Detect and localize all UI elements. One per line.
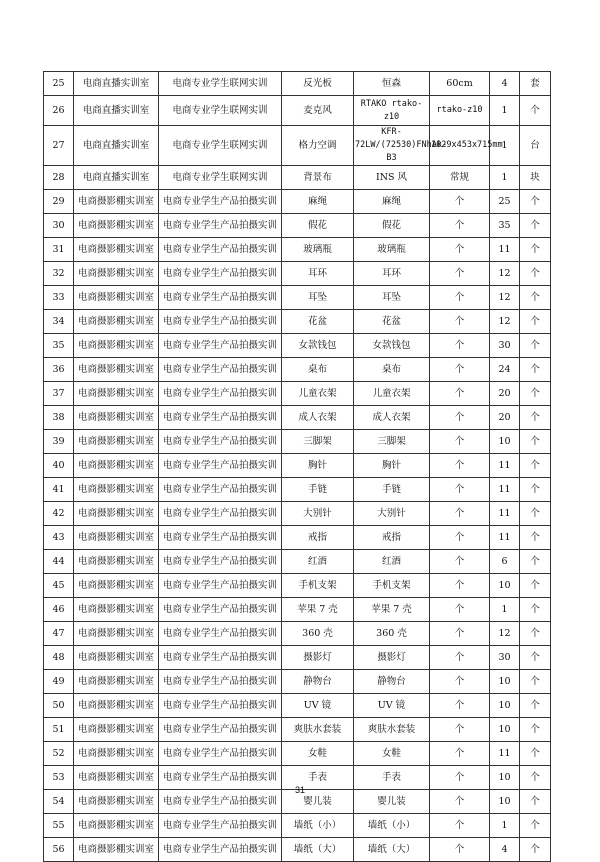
- cell-course: 电商专业学生产品拍摄实训: [159, 646, 282, 670]
- cell-course: 电商专业学生产品拍摄实训: [159, 598, 282, 622]
- cell-index: 35: [44, 334, 74, 358]
- cell-lab-room: 电商直播实训室: [74, 166, 159, 190]
- cell-course: 电商专业学生产品拍摄实训: [159, 718, 282, 742]
- cell-course: 电商专业学生联网实训: [159, 126, 282, 166]
- cell-index: 48: [44, 646, 74, 670]
- cell-unit: 个: [520, 790, 551, 814]
- cell-item-name: 静物台: [282, 670, 354, 694]
- cell-course: 电商专业学生产品拍摄实训: [159, 454, 282, 478]
- table-row: [44, 550, 551, 574]
- cell-unit: 个: [520, 334, 551, 358]
- cell-index: 50: [44, 694, 74, 718]
- cell-index: 39: [44, 430, 74, 454]
- cell-course: 电商专业学生产品拍摄实训: [159, 742, 282, 766]
- cell-index: 42: [44, 502, 74, 526]
- cell-quantity: 10: [490, 670, 520, 694]
- cell-index: 47: [44, 622, 74, 646]
- cell-course: 电商专业学生产品拍摄实训: [159, 670, 282, 694]
- cell-spec: 个: [430, 358, 490, 382]
- cell-item-name: UV 镜: [282, 694, 354, 718]
- cell-lab-room: 电商摄影棚实训室: [74, 574, 159, 598]
- table-row: [44, 190, 551, 214]
- cell-brand-model: UV 镜: [354, 694, 430, 718]
- cell-unit: 个: [520, 598, 551, 622]
- cell-unit: 个: [520, 694, 551, 718]
- cell-spec: 个: [430, 598, 490, 622]
- cell-lab-room: 电商摄影棚实训室: [74, 310, 159, 334]
- cell-brand-model: 成人衣架: [354, 406, 430, 430]
- cell-spec: 个: [430, 190, 490, 214]
- cell-index: 55: [44, 814, 74, 838]
- cell-unit: 块: [520, 166, 551, 190]
- cell-item-name: 墙纸（小）: [282, 814, 354, 838]
- table-row: [44, 126, 551, 166]
- cell-index: 27: [44, 126, 74, 166]
- cell-brand-model: KFR-72LW/(72530)FNhAk-B3: [354, 126, 430, 166]
- table-row: [44, 718, 551, 742]
- cell-brand-model: 耳坠: [354, 286, 430, 310]
- table-row: [44, 334, 551, 358]
- cell-brand-model: 三脚架: [354, 430, 430, 454]
- page-number: 31: [294, 785, 305, 795]
- cell-index: 38: [44, 406, 74, 430]
- cell-quantity: 12: [490, 286, 520, 310]
- cell-spec: 个: [430, 310, 490, 334]
- cell-course: 电商专业学生产品拍摄实训: [159, 382, 282, 406]
- cell-course: 电商专业学生产品拍摄实训: [159, 334, 282, 358]
- cell-unit: 个: [520, 478, 551, 502]
- table-row: [44, 454, 551, 478]
- cell-brand-model: 静物台: [354, 670, 430, 694]
- cell-lab-room: 电商摄影棚实训室: [74, 334, 159, 358]
- cell-lab-room: 电商摄影棚实训室: [74, 718, 159, 742]
- cell-lab-room: 电商直播实训室: [74, 72, 159, 96]
- cell-lab-room: 电商摄影棚实训室: [74, 814, 159, 838]
- cell-unit: 个: [520, 382, 551, 406]
- cell-item-name: 苹果 7 壳: [282, 598, 354, 622]
- table-row: [44, 214, 551, 238]
- cell-index: 29: [44, 190, 74, 214]
- cell-quantity: 1: [490, 814, 520, 838]
- cell-item-name: 儿童衣架: [282, 382, 354, 406]
- cell-item-name: 手表: [282, 766, 354, 790]
- cell-quantity: 11: [490, 238, 520, 262]
- table-row: [44, 382, 551, 406]
- cell-brand-model: 花盆: [354, 310, 430, 334]
- cell-course: 电商专业学生产品拍摄实训: [159, 526, 282, 550]
- cell-unit: 个: [520, 838, 551, 862]
- cell-spec: 个: [430, 262, 490, 286]
- cell-course: 电商专业学生联网实训: [159, 96, 282, 126]
- cell-unit: 个: [520, 358, 551, 382]
- cell-quantity: 4: [490, 838, 520, 862]
- cell-spec: 个: [430, 382, 490, 406]
- cell-item-name: 玻璃瓶: [282, 238, 354, 262]
- cell-index: 49: [44, 670, 74, 694]
- cell-index: 25: [44, 72, 74, 96]
- cell-brand-model: 儿童衣架: [354, 382, 430, 406]
- cell-brand-model: 假花: [354, 214, 430, 238]
- cell-course: 电商专业学生产品拍摄实训: [159, 310, 282, 334]
- cell-unit: 个: [520, 670, 551, 694]
- cell-spec: 个: [430, 406, 490, 430]
- cell-quantity: 10: [490, 694, 520, 718]
- cell-lab-room: 电商摄影棚实训室: [74, 286, 159, 310]
- cell-brand-model: RTAKO rtako-z10: [354, 96, 430, 126]
- cell-course: 电商专业学生产品拍摄实训: [159, 430, 282, 454]
- cell-brand-model: 手机支架: [354, 574, 430, 598]
- cell-course: 电商专业学生产品拍摄实训: [159, 214, 282, 238]
- cell-unit: 个: [520, 262, 551, 286]
- cell-quantity: 30: [490, 646, 520, 670]
- cell-brand-model: 墙纸（大）: [354, 838, 430, 862]
- cell-brand-model: 爽肤水套装: [354, 718, 430, 742]
- cell-spec: 1029x453x715mm: [430, 126, 490, 166]
- cell-item-name: 耳环: [282, 262, 354, 286]
- cell-spec: 个: [430, 790, 490, 814]
- cell-unit: 个: [520, 622, 551, 646]
- cell-quantity: 1: [490, 166, 520, 190]
- cell-lab-room: 电商摄影棚实训室: [74, 526, 159, 550]
- cell-brand-model: 大别针: [354, 502, 430, 526]
- cell-quantity: 35: [490, 214, 520, 238]
- cell-unit: 个: [520, 190, 551, 214]
- cell-course: 电商专业学生产品拍摄实训: [159, 838, 282, 862]
- cell-brand-model: 手表: [354, 766, 430, 790]
- table-row: [44, 742, 551, 766]
- cell-lab-room: 电商摄影棚实训室: [74, 742, 159, 766]
- cell-course: 电商专业学生产品拍摄实训: [159, 814, 282, 838]
- cell-index: 56: [44, 838, 74, 862]
- cell-index: 52: [44, 742, 74, 766]
- cell-spec: 个: [430, 478, 490, 502]
- cell-quantity: 10: [490, 574, 520, 598]
- cell-index: 51: [44, 718, 74, 742]
- table-row: [44, 574, 551, 598]
- cell-course: 电商专业学生产品拍摄实训: [159, 238, 282, 262]
- cell-course: 电商专业学生产品拍摄实训: [159, 478, 282, 502]
- cell-spec: 个: [430, 238, 490, 262]
- cell-item-name: 背景布: [282, 166, 354, 190]
- cell-quantity: 11: [490, 502, 520, 526]
- table-row: [44, 166, 551, 190]
- cell-lab-room: 电商摄影棚实训室: [74, 430, 159, 454]
- cell-item-name: 手机支架: [282, 574, 354, 598]
- cell-course: 电商专业学生产品拍摄实训: [159, 766, 282, 790]
- cell-index: 54: [44, 790, 74, 814]
- cell-brand-model: 苹果 7 壳: [354, 598, 430, 622]
- cell-quantity: 30: [490, 334, 520, 358]
- cell-brand-model: 女款钱包: [354, 334, 430, 358]
- cell-brand-model: 玻璃瓶: [354, 238, 430, 262]
- table-row: [44, 478, 551, 502]
- cell-unit: 个: [520, 96, 551, 126]
- cell-item-name: 成人衣架: [282, 406, 354, 430]
- cell-course: 电商专业学生产品拍摄实训: [159, 406, 282, 430]
- cell-course: 电商专业学生产品拍摄实训: [159, 190, 282, 214]
- cell-item-name: 女鞋: [282, 742, 354, 766]
- cell-lab-room: 电商摄影棚实训室: [74, 694, 159, 718]
- cell-brand-model: 手链: [354, 478, 430, 502]
- table-row: [44, 838, 551, 862]
- cell-unit: 个: [520, 310, 551, 334]
- cell-unit: 个: [520, 766, 551, 790]
- cell-quantity: 12: [490, 622, 520, 646]
- cell-item-name: 三脚架: [282, 430, 354, 454]
- cell-spec: 个: [430, 334, 490, 358]
- table-row: [44, 502, 551, 526]
- table-body: [44, 72, 551, 862]
- cell-unit: 套: [520, 72, 551, 96]
- cell-quantity: 1: [490, 126, 520, 166]
- cell-brand-model: 360 壳: [354, 622, 430, 646]
- cell-lab-room: 电商摄影棚实训室: [74, 502, 159, 526]
- cell-lab-room: 电商摄影棚实训室: [74, 838, 159, 862]
- cell-quantity: 11: [490, 526, 520, 550]
- table-row: [44, 310, 551, 334]
- cell-item-name: 格力空调: [282, 126, 354, 166]
- cell-lab-room: 电商摄影棚实训室: [74, 358, 159, 382]
- cell-unit: 个: [520, 550, 551, 574]
- cell-course: 电商专业学生产品拍摄实训: [159, 694, 282, 718]
- table-row: [44, 646, 551, 670]
- table-row: [44, 72, 551, 96]
- cell-lab-room: 电商摄影棚实训室: [74, 382, 159, 406]
- cell-quantity: 10: [490, 430, 520, 454]
- table-row: [44, 358, 551, 382]
- cell-spec: 个: [430, 670, 490, 694]
- cell-lab-room: 电商摄影棚实训室: [74, 790, 159, 814]
- cell-quantity: 25: [490, 190, 520, 214]
- cell-index: 30: [44, 214, 74, 238]
- cell-brand-model: 红酒: [354, 550, 430, 574]
- cell-unit: 个: [520, 574, 551, 598]
- cell-quantity: 11: [490, 478, 520, 502]
- cell-spec: 个: [430, 766, 490, 790]
- cell-spec: 个: [430, 454, 490, 478]
- cell-unit: 个: [520, 526, 551, 550]
- cell-index: 31: [44, 238, 74, 262]
- cell-unit: 个: [520, 238, 551, 262]
- cell-lab-room: 电商摄影棚实训室: [74, 598, 159, 622]
- cell-item-name: 手链: [282, 478, 354, 502]
- cell-quantity: 10: [490, 790, 520, 814]
- cell-course: 电商专业学生产品拍摄实训: [159, 358, 282, 382]
- cell-spec: 个: [430, 430, 490, 454]
- cell-course: 电商专业学生产品拍摄实训: [159, 550, 282, 574]
- cell-lab-room: 电商摄影棚实训室: [74, 622, 159, 646]
- cell-brand-model: 麻绳: [354, 190, 430, 214]
- cell-lab-room: 电商摄影棚实训室: [74, 262, 159, 286]
- cell-item-name: 花盆: [282, 310, 354, 334]
- cell-spec: 个: [430, 838, 490, 862]
- cell-lab-room: 电商摄影棚实训室: [74, 766, 159, 790]
- cell-item-name: 女款钱包: [282, 334, 354, 358]
- cell-lab-room: 电商摄影棚实训室: [74, 238, 159, 262]
- cell-brand-model: 恒森: [354, 72, 430, 96]
- cell-index: 40: [44, 454, 74, 478]
- cell-spec: 个: [430, 622, 490, 646]
- cell-spec: 个: [430, 574, 490, 598]
- cell-spec: 个: [430, 550, 490, 574]
- cell-quantity: 4: [490, 72, 520, 96]
- table-row: [44, 694, 551, 718]
- cell-index: 43: [44, 526, 74, 550]
- cell-brand-model: 桌布: [354, 358, 430, 382]
- cell-item-name: 360 壳: [282, 622, 354, 646]
- cell-unit: 个: [520, 742, 551, 766]
- cell-lab-room: 电商直播实训室: [74, 126, 159, 166]
- cell-item-name: 红酒: [282, 550, 354, 574]
- cell-unit: 个: [520, 718, 551, 742]
- cell-index: 26: [44, 96, 74, 126]
- cell-item-name: 爽肤水套装: [282, 718, 354, 742]
- table-row: [44, 96, 551, 126]
- cell-quantity: 12: [490, 262, 520, 286]
- cell-item-name: 大别针: [282, 502, 354, 526]
- cell-lab-room: 电商摄影棚实训室: [74, 646, 159, 670]
- cell-index: 46: [44, 598, 74, 622]
- cell-lab-room: 电商摄影棚实训室: [74, 550, 159, 574]
- cell-unit: 个: [520, 214, 551, 238]
- cell-spec: 常规: [430, 166, 490, 190]
- cell-unit: 个: [520, 646, 551, 670]
- cell-item-name: 反光板: [282, 72, 354, 96]
- cell-brand-model: 胸针: [354, 454, 430, 478]
- table-row: [44, 598, 551, 622]
- cell-brand-model: INS 风: [354, 166, 430, 190]
- cell-quantity: 1: [490, 96, 520, 126]
- cell-item-name: 墙纸（大）: [282, 838, 354, 862]
- cell-course: 电商专业学生产品拍摄实训: [159, 790, 282, 814]
- cell-spec: 个: [430, 694, 490, 718]
- cell-item-name: 婴儿装: [282, 790, 354, 814]
- cell-item-name: 胸针: [282, 454, 354, 478]
- cell-item-name: 摄影灯: [282, 646, 354, 670]
- cell-item-name: 戒指: [282, 526, 354, 550]
- cell-quantity: 6: [490, 550, 520, 574]
- cell-spec: 个: [430, 526, 490, 550]
- table-row: [44, 814, 551, 838]
- cell-quantity: 11: [490, 742, 520, 766]
- cell-brand-model: 戒指: [354, 526, 430, 550]
- cell-index: 41: [44, 478, 74, 502]
- cell-quantity: 10: [490, 766, 520, 790]
- cell-item-name: 桌布: [282, 358, 354, 382]
- cell-quantity: 10: [490, 718, 520, 742]
- table-row: [44, 670, 551, 694]
- cell-brand-model: 摄影灯: [354, 646, 430, 670]
- cell-course: 电商专业学生产品拍摄实训: [159, 262, 282, 286]
- cell-index: 34: [44, 310, 74, 334]
- cell-spec: rtako-z10: [430, 96, 490, 126]
- cell-index: 53: [44, 766, 74, 790]
- cell-lab-room: 电商摄影棚实训室: [74, 478, 159, 502]
- cell-course: 电商专业学生产品拍摄实训: [159, 622, 282, 646]
- cell-spec: 60cm: [430, 72, 490, 96]
- cell-spec: 个: [430, 502, 490, 526]
- cell-unit: 个: [520, 502, 551, 526]
- cell-brand-model: 墙纸（小）: [354, 814, 430, 838]
- cell-spec: 个: [430, 718, 490, 742]
- cell-index: 45: [44, 574, 74, 598]
- cell-index: 28: [44, 166, 74, 190]
- table-row: [44, 238, 551, 262]
- cell-index: 37: [44, 382, 74, 406]
- cell-course: 电商专业学生产品拍摄实训: [159, 286, 282, 310]
- cell-lab-room: 电商摄影棚实训室: [74, 214, 159, 238]
- cell-course: 电商专业学生产品拍摄实训: [159, 574, 282, 598]
- cell-brand-model: 耳环: [354, 262, 430, 286]
- cell-course: 电商专业学生产品拍摄实训: [159, 502, 282, 526]
- equipment-table: [43, 71, 551, 862]
- cell-index: 44: [44, 550, 74, 574]
- cell-index: 33: [44, 286, 74, 310]
- cell-spec: 个: [430, 214, 490, 238]
- cell-unit: 个: [520, 430, 551, 454]
- cell-spec: 个: [430, 814, 490, 838]
- cell-lab-room: 电商直播实训室: [74, 96, 159, 126]
- cell-quantity: 20: [490, 382, 520, 406]
- cell-lab-room: 电商摄影棚实训室: [74, 454, 159, 478]
- cell-lab-room: 电商摄影棚实训室: [74, 670, 159, 694]
- cell-course: 电商专业学生联网实训: [159, 72, 282, 96]
- cell-unit: 个: [520, 406, 551, 430]
- cell-item-name: 假花: [282, 214, 354, 238]
- cell-lab-room: 电商摄影棚实训室: [74, 190, 159, 214]
- cell-quantity: 12: [490, 310, 520, 334]
- table-row: [44, 286, 551, 310]
- cell-index: 36: [44, 358, 74, 382]
- cell-index: 32: [44, 262, 74, 286]
- cell-brand-model: 女鞋: [354, 742, 430, 766]
- table-row: [44, 406, 551, 430]
- table-row: [44, 622, 551, 646]
- cell-item-name: 麦克风: [282, 96, 354, 126]
- table-row: [44, 526, 551, 550]
- cell-quantity: 24: [490, 358, 520, 382]
- cell-unit: 台: [520, 126, 551, 166]
- cell-brand-model: 婴儿装: [354, 790, 430, 814]
- cell-spec: 个: [430, 286, 490, 310]
- cell-lab-room: 电商摄影棚实训室: [74, 406, 159, 430]
- cell-item-name: 麻绳: [282, 190, 354, 214]
- table-row: [44, 430, 551, 454]
- cell-course: 电商专业学生联网实训: [159, 166, 282, 190]
- cell-spec: 个: [430, 742, 490, 766]
- cell-item-name: 耳坠: [282, 286, 354, 310]
- cell-quantity: 20: [490, 406, 520, 430]
- cell-unit: 个: [520, 286, 551, 310]
- cell-unit: 个: [520, 454, 551, 478]
- table-row: [44, 262, 551, 286]
- cell-quantity: 11: [490, 454, 520, 478]
- cell-quantity: 1: [490, 598, 520, 622]
- cell-unit: 个: [520, 814, 551, 838]
- cell-spec: 个: [430, 646, 490, 670]
